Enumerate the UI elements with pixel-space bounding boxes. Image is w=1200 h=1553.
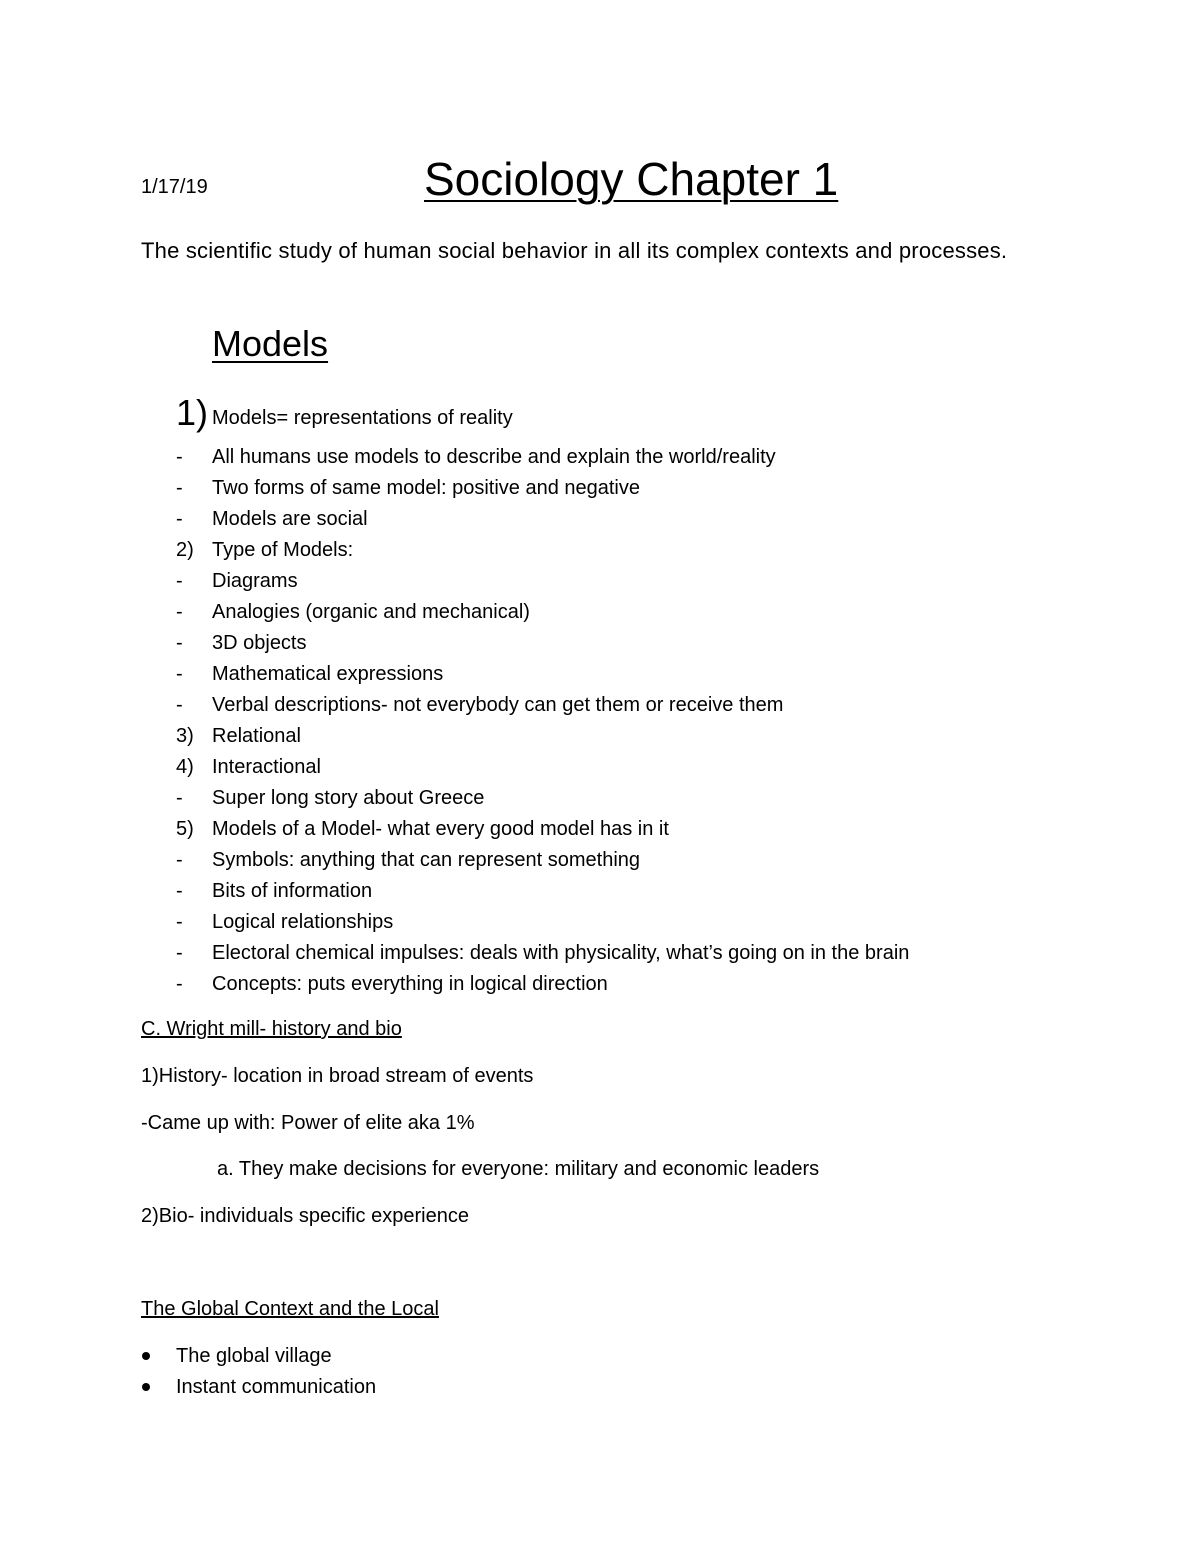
list-marker: - [176,477,183,499]
list-item-text: Relational [212,725,301,747]
history-line: 1)History- location in broad stream of events [141,1065,534,1087]
list-item-text: Verbal descriptions- not everybody can get them or receive them [212,694,784,716]
list-item-text: Analogies (organic and mechanical) [212,601,530,623]
list-marker: - [176,663,183,685]
list-item-text: 3D objects [212,632,307,654]
wright-mill-heading: C. Wright mill- history and bio [141,1018,402,1040]
bullet-item [0,1341,1200,1372]
definition-paragraph: The scientific study of human social behavior in all its complex contexts and processes. [141,238,1008,263]
list-number-large: 1) [176,392,209,433]
list-item-text: Type of Models: [212,539,354,561]
list-marker: 5) [176,818,194,840]
list-marker: - [176,508,183,530]
note-date: 1/17/19 [141,176,208,198]
models-heading: Models [212,323,329,364]
came-up-line: -Came up with: Power of elite aka 1% [141,1112,475,1134]
global-context-heading: The Global Context and the Local [141,1298,439,1320]
list-marker: - [176,787,183,809]
bullet-item [0,1372,1200,1403]
list-item-text: Concepts: puts everything in logical direction [212,973,608,995]
bullet-icon [142,1383,150,1391]
list-marker: - [176,942,183,964]
list-item-text: Two forms of same model: positive and negative [212,477,640,499]
list-marker: - [176,694,183,716]
list-marker: - [176,880,183,902]
bullet-text: The global village [176,1345,332,1367]
list-item-text: All humans use models to describe and explain the world/reality [212,446,776,468]
bullet-icon [142,1352,150,1360]
list-item-text: Symbols: anything that can represent something [212,849,641,871]
sub-item-a: a. They make decisions for everyone: military and economic leaders [217,1158,820,1180]
list-item-text: Electoral chemical impulses: deals with physicality, what’s going on in the brain [212,942,910,964]
bullet-text: Instant communication [176,1376,377,1398]
list-item-text: Models are social [212,508,368,530]
list-marker: - [176,911,183,933]
list-marker: 4) [176,756,194,778]
list-marker: - [176,570,183,592]
list-marker: - [176,973,183,995]
list-item-text: Mathematical expressions [212,663,444,685]
list-item-text: Models of a Model- what every good model has in it [212,818,669,840]
list-marker: - [176,446,183,468]
list-item-text: Logical relationships [212,911,394,933]
list-item-text: Diagrams [212,570,298,592]
list-item: Models= representations of reality [212,407,513,429]
list-marker: 3) [176,725,194,747]
page-title: Sociology Chapter 1 [424,153,839,205]
list-marker: - [176,849,183,871]
list-marker: - [176,632,183,654]
list-marker: 2) [176,539,194,561]
list-item-text: Super long story about Greece [212,787,485,809]
bio-line: 2)Bio- individuals specific experience [141,1205,469,1227]
list-item-text: Bits of information [212,880,373,902]
list-item-text: Interactional [212,756,321,778]
list-marker: - [176,601,183,623]
